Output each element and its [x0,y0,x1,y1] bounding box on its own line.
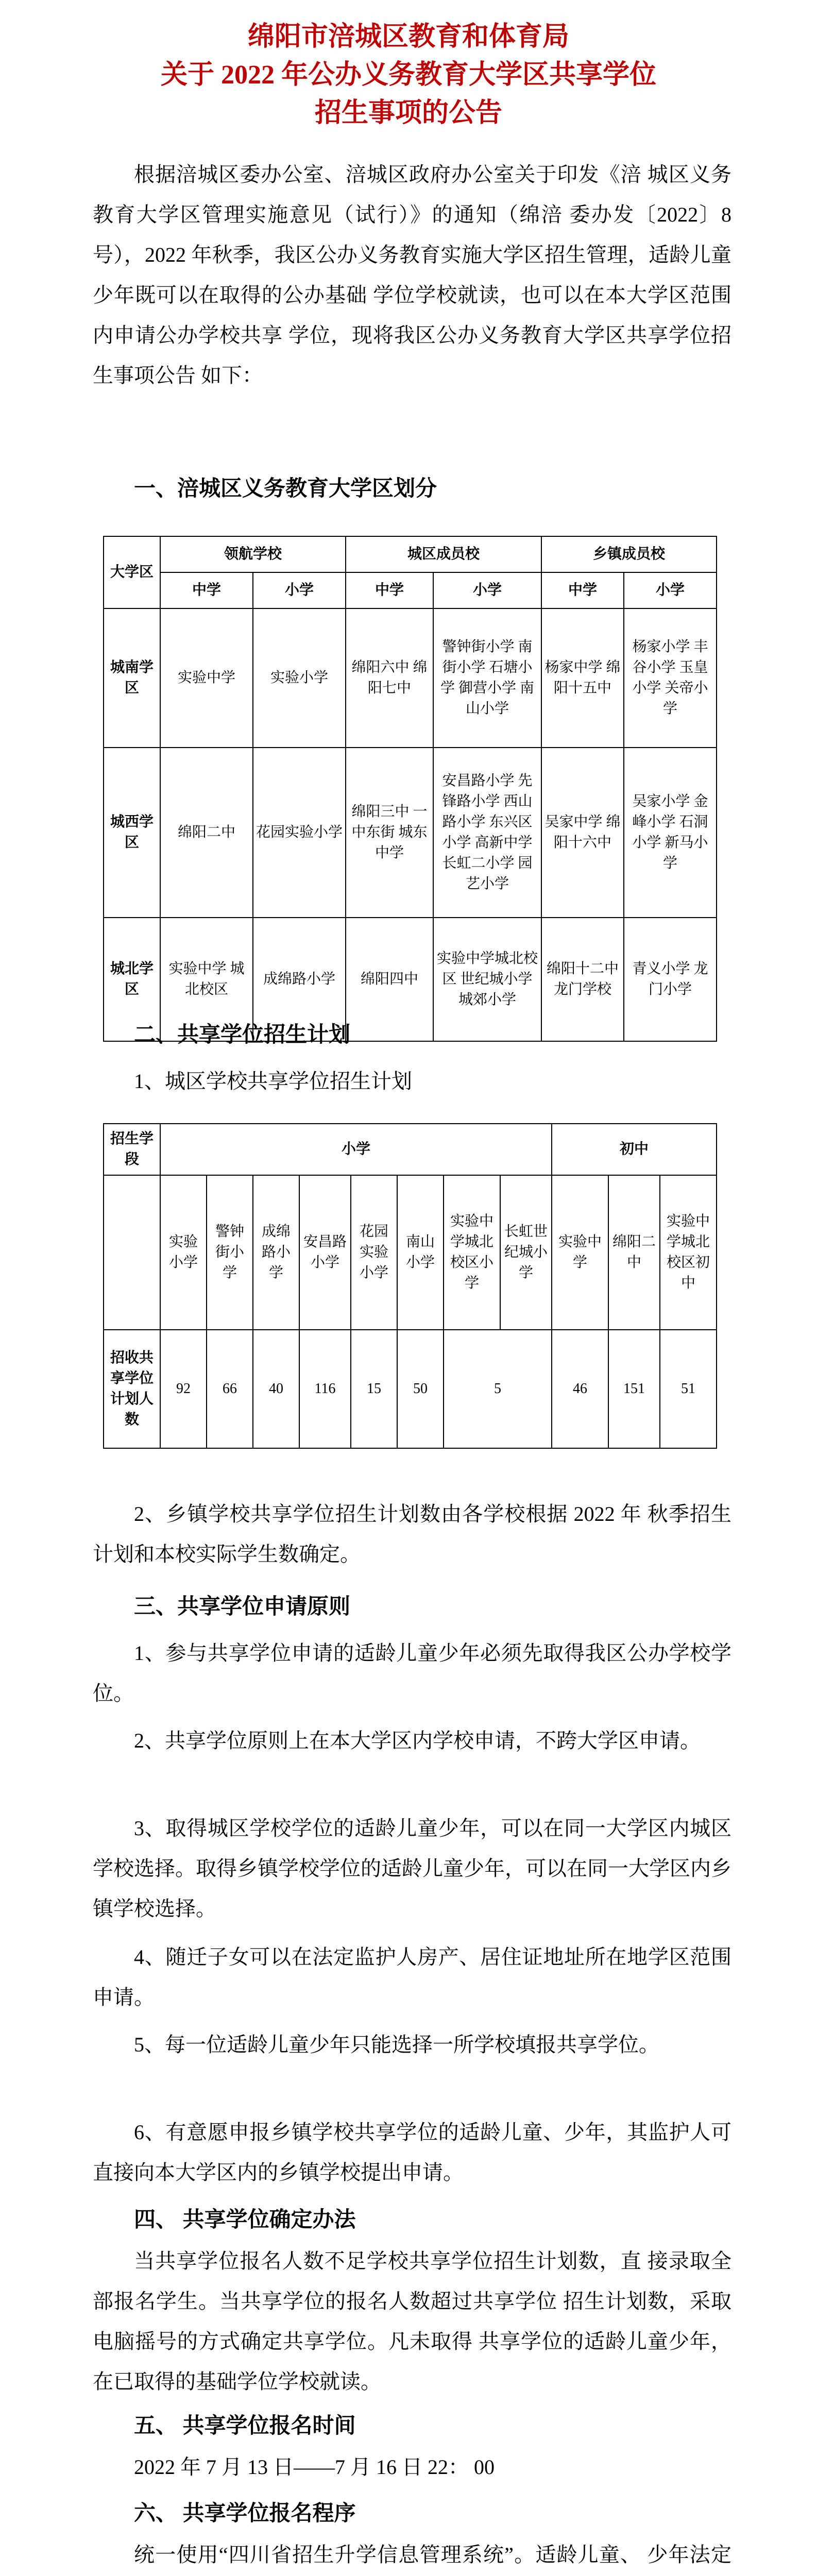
table-header: 城区成员校 [346,536,541,572]
table-cell: 实验中学 [160,608,253,748]
table-cell: 警钟街小学 南街小学 石塘小学 御营小学 南山小学 [433,608,541,748]
subsection-title: 1、城区学校共享学位招生计划 [134,1070,412,1093]
table-row [104,1330,717,1448]
principle-item: 2、共享学位原则上在本大学区内学校申请，不跨大学区申请。 [134,1729,701,1752]
table-header: 大学区 [104,536,160,608]
plan-value: 66 [207,1330,253,1448]
announcement-title-line: 关于 2022 年公办义务教育大学区共享学位 [160,60,656,90]
table-header: 乡镇成员校 [541,536,717,572]
table-cell: 花园实验小学 [253,748,346,918]
plan-value: 5 [444,1330,552,1448]
table-header: 招生学段 [104,1124,160,1175]
table-header: 中学 [160,572,253,608]
table-cell [104,1175,160,1330]
school-name: 南山小学 [397,1175,444,1330]
school-name: 安昌路小学 [299,1175,351,1330]
intro-paragraph: 根据涪城区委办公室、涪城区政府办公室关于印发《涪 城区义务教育大学区管理实施意见（试行）》的通知（绵涪 委办发〔2022〕8 号），2022 年秋季，我区公办义务教育实施大学区招生管理，适龄儿童少年既可以在取得的公办基础 学位学校就读，也可以在本大学区范围内申请公办学校共享 学位，现将我区公办义务教育大学区共享学位招生事项公告 如下： [93,163,731,387]
section-heading-4: 四、 共享学位确定办法 [134,2208,356,2232]
table-cell: 绵阳四中 [346,918,433,1041]
table-cell: 吴家小学 金峰小学 石洞小学 新马小学 [624,748,717,918]
district-name: 城北学区 [104,918,160,1041]
table-cell: 绵阳三中 一中东街 城东中学 [346,748,433,918]
table-header: 初中 [552,1124,717,1175]
table-cell: 绵阳二中 [160,748,253,918]
plan-note-paragraph: 2、乡镇学校共享学位招生计划数由各学校根据 2022 年 秋季招生计划和本校实际学生数确定。 [93,1502,731,1566]
table-header: 招收共享学位计划人数 [104,1330,160,1448]
table-cell: 杨家小学 丰谷小学 玉皇小学 关帝小学 [624,608,717,748]
section-heading-3: 三、共享学位申请原则 [134,1595,351,1619]
table-cell: 绵阳十二中 龙门学校 [541,918,624,1041]
section-heading-5: 五、 共享学位报名时间 [134,2414,356,2438]
table-cell: 吴家中学 绵阳十六中 [541,748,624,918]
table-cell: 青义小学 龙门小学 [624,918,717,1041]
section-heading-6: 六、 共享学位报名程序 [134,2502,356,2526]
plan-value: 40 [253,1330,299,1448]
district-name: 城南学区 [104,608,160,748]
district-name: 城西学区 [104,748,160,918]
plan-value: 92 [160,1330,207,1448]
school-name: 警钟街小学 [207,1175,253,1330]
table-header: 小学 [624,572,717,608]
school-name: 实验中学城北校区初中 [660,1175,717,1330]
registration-time: 2022 年 7 月 13 日——7 月 16 日 22： 00 [134,2455,495,2479]
school-name: 实验小学 [160,1175,207,1330]
section-paragraph: 当共享学位报名人数不足学校共享学位招生计划数，直 接录取全部报名学生。当共享学位的报名人数超过共享学位 招生计划数，采取电脑摇号的方式确定共享学位。凡未取得 共享学位的适龄儿童少年，在已取得的基础学位学校就读。 [93,2249,731,2393]
district-division-table [103,536,717,1042]
table-cell: 实验小学 [253,608,346,748]
plan-value: 50 [397,1330,444,1448]
table-row [104,748,717,918]
table-header: 领航学校 [160,536,346,572]
school-name: 实验中学 [552,1175,608,1330]
plan-value: 116 [299,1330,351,1448]
table-row [104,608,717,748]
school-name: 成绵路小学 [253,1175,299,1330]
table-cell: 杨家中学 绵阳十五中 [541,608,624,748]
table-cell: 实验中学城北校区 世纪城小学 城郊小学 [433,918,541,1041]
table-cell: 绵阳六中 绵阳七中 [346,608,433,748]
table-row [104,1175,717,1330]
principle-item: 4、随迁子女可以在法定监护人房产、居住证地址所在地学区范围申请。 [93,1945,731,2009]
table-header: 小学 [253,572,346,608]
section-heading-2: 二、共享学位招生计划 [134,1023,351,1047]
table-header: 中学 [346,572,433,608]
table-cell: 成绵路小学 [253,918,346,1041]
plan-value: 46 [552,1330,608,1448]
section-paragraph: 统一使用“四川省招生升学信息管理系统”。适龄儿童、 少年法定 [134,2543,731,2566]
section-heading-1: 一、涪城区义务教育大学区划分 [134,477,437,501]
school-name: 绵阳二中 [608,1175,660,1330]
announcement-title-line: 招生事项的公告 [314,98,502,128]
plan-value: 15 [351,1330,397,1448]
principle-item: 1、参与共享学位申请的适龄儿童少年必须先取得我区公办学校学位。 [93,1641,731,1705]
table-cell: 安昌路小学 先锋路小学 西山路小学 东兴区小学 高新中学 长虹二小学 园艺小学 [433,748,541,918]
enrollment-plan-table [103,1123,717,1449]
school-name: 花园实验小学 [351,1175,397,1330]
school-name: 长虹世纪城小学 [500,1175,552,1330]
table-header: 小学 [160,1124,552,1175]
issuer-title: 绵阳市涪城区教育和体育局 [247,22,569,52]
table-cell: 实验中学 城北校区 [160,918,253,1041]
table-header: 小学 [433,572,541,608]
principle-item: 5、每一位适龄儿童少年只能选择一所学校填报共享学位。 [134,2033,659,2056]
school-name: 实验中学城北校区小学 [444,1175,500,1330]
plan-value: 51 [660,1330,717,1448]
principle-item: 6、有意愿申报乡镇学校共享学位的适龄儿童、少年，其监护人可直接向本大学区内的乡镇学校提出申请。 [93,2121,731,2184]
plan-value: 151 [608,1330,660,1448]
table-header: 中学 [541,572,624,608]
principle-item: 3、取得城区学校学位的适龄儿童少年，可以在同一大学区内城区学校选择。取得乡镇学校学位的适龄儿童少年，可以在同一大学区内乡镇学校选择。 [93,1817,731,1920]
